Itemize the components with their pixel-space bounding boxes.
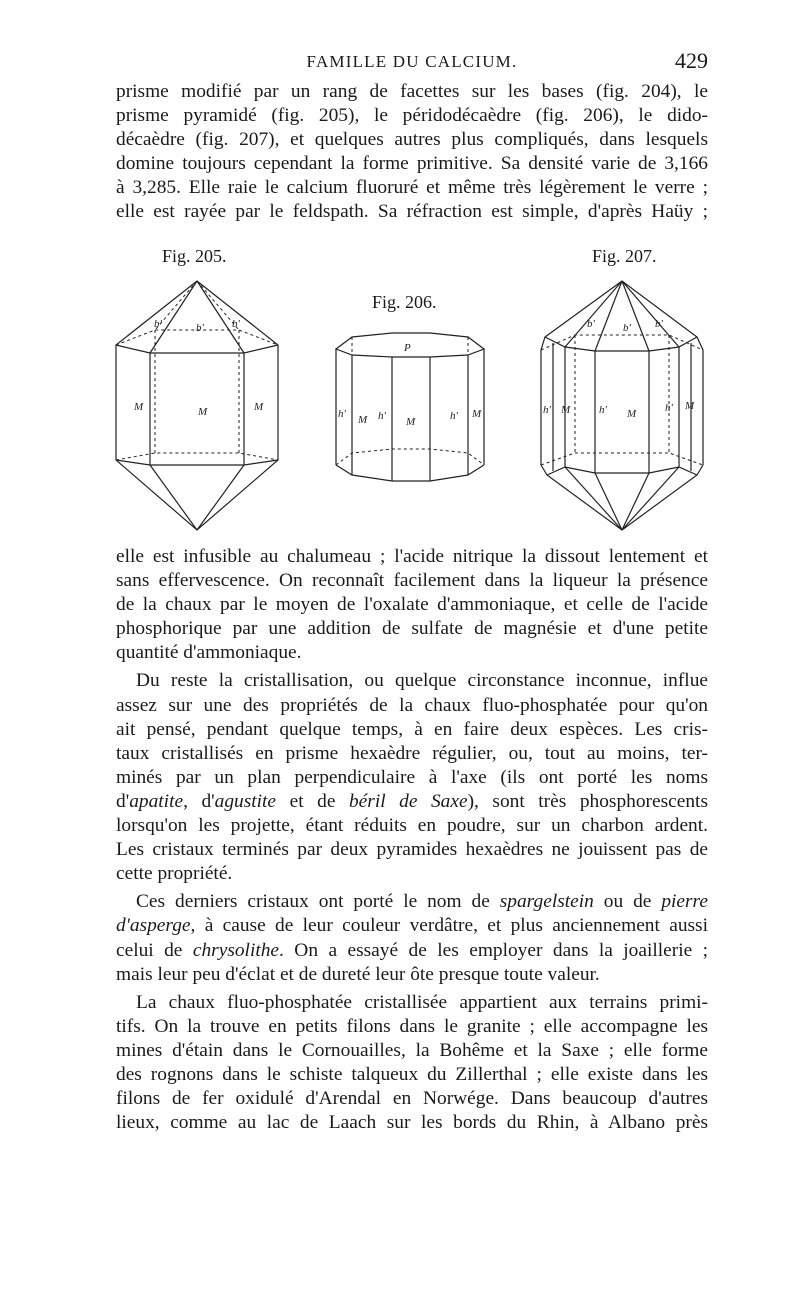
text-line: lieux, comme au lac de Laach sur les bords du Rhin, à Albano près [116,1112,708,1134]
fig-205-mark: M [134,401,144,413]
fig-207-mark: b' [655,318,663,330]
text-line: La chaux fluo-phosphatée cristallisée appartient aux terrains primi- [136,991,708,1013]
text-fragment: Ces derniers cristaux ont porté le nom de [136,891,500,913]
fig-206-mark: P [404,342,411,354]
fig-206-label: Fig. 206. [372,292,437,312]
text-line: de la chaux par le moyen de l'oxalate d'ammoniaque, et celle de l'acide [116,594,708,616]
text-line: phosphorique par une addition de sulfate de magnésie et d'une petite [116,618,708,640]
text-fragment: et de [276,790,349,812]
text-line: quantité d'ammoniaque. [116,642,302,664]
text-line: à 3,285. Elle raie le calcium fluoruré et même très légèrement le verre ; [116,177,708,199]
mineral-name: chrysolithe [192,939,280,961]
text-line: elle est infusible au chalumeau ; l'acide nitrique la dissout lentement et [116,546,708,567]
text-fragment: ), sont très phosphorescents [467,790,708,812]
text-line: Du reste la cristallisation, ou quelque circonstance inconnue, influe [136,670,708,692]
fig-205-mark: b' [196,322,204,334]
mineral-name: agustite [214,790,277,812]
top-paragraph [116,80,708,225]
text-line [116,914,708,938]
text-line: cette propriété. [116,863,233,885]
fig-205-mark: M [254,401,264,413]
text-fragment: ou de [593,891,662,913]
text-fragment: celui de [116,939,193,961]
fig-207-mark: M [627,408,637,420]
fig-207-mark: h' [665,402,673,414]
fig-207-mark: b' [587,318,595,330]
page-number: 429 [675,48,708,73]
fig-205-crystal-drawing [110,275,285,535]
text-line: mines d'étain dans le Cornouailles, la Bohême et la Saxe ; elle forme [116,1039,708,1061]
fig-207-crystal-drawing [535,275,710,535]
text-fragment: d' [116,790,130,812]
fig-207-mark: h' [543,404,551,416]
fig-205-label: Fig. 205. [162,246,227,266]
text-fragment: , à cause de leur couleur verdâtre, et plus anciennement aussi [190,915,708,937]
fig-206-mark: M [472,408,482,420]
mineral-name: béril de Saxe [348,790,468,812]
fig-206-mark: h' [338,408,346,420]
fig-207-label: Fig. 207. [592,246,657,266]
text-line: assez sur une des propriétés de la chaux fluo-phosphatée pour qu'on [116,694,708,716]
mineral-name: d'asperge [116,915,191,937]
text-line: tifs. On la trouve en petits filons dans le granite ; elle accompagne les [116,1015,708,1037]
text-line: elle est rayée par le feldspath. Sa réfraction est simple, d'après Haüy ; [116,201,708,223]
main-text [116,545,708,1135]
text-line: prisme pyramidé (fig. 205), le péridodécaèdre (fig. 206), le dido- [116,105,708,127]
text-line: minés par un plan perpendiculaire à l'axe (ils ont porté les noms [116,766,708,788]
text-line: des rognons dans le schiste talqueux du Zillerthal ; elle existe dans les [116,1063,708,1085]
text-line: prisme modifié par un rang de facettes sur les bases (fig. 204), le [116,81,708,102]
running-title: FAMILLE DU CALCIUM. [306,52,518,71]
fig-205-mark: M [198,406,208,418]
text-line: décaèdre (fig. 207), et quelques autres plus compliqués, dans lesquels [116,129,708,151]
fig-206-mark: M [358,414,368,426]
fig-206-mark: h' [450,410,458,422]
mineral-name: pierre [661,891,708,913]
fig-205-mark: b' [154,318,162,330]
text-fragment: . On a essayé de les employer dans la joaillerie ; [279,939,709,961]
text-line: Les cristaux terminés par deux pyramides hexaèdres ne jouissent pas de [116,839,708,861]
text-line [116,939,708,963]
fig-206-mark: h' [378,410,386,422]
text-line: ait pensé, pendant quelque temps, à en faire deux espèces. Les cris- [116,718,708,740]
text-line: mais leur peu d'éclat et de dureté leur ôte presque toute valeur. [116,963,600,985]
fig-207-mark: b' [623,322,631,334]
fig-205-mark: b' [232,318,240,330]
fig-207-mark: M [561,404,571,416]
text-line [116,890,708,914]
mineral-name: apatite [129,790,184,812]
fig-206-crystal-drawing [330,325,490,495]
text-line: lorsqu'on les projette, étant réduits en poudre, sur un charbon ardent. [116,815,708,837]
fig-207-mark: h' [599,404,607,416]
text-line [116,790,708,814]
text-line: domine toujours cependant la forme primitive. Sa densité varie de 3,166 [116,153,708,175]
text-line: sans effervescence. On reconnaît facilement dans la liqueur la présence [116,570,708,592]
fig-207-mark: M [685,400,695,412]
mineral-name: spargelstein [499,891,594,913]
text-line: filons de fer oxidulé d'Arendal en Norwége. Dans beaucoup d'autres [116,1088,708,1110]
text-line: taux cristallisés en prisme hexaèdre régulier, ou, tout au moins, ter- [116,742,708,764]
text-fragment: , d' [183,790,215,812]
fig-206-mark: M [406,416,416,428]
page-header [116,50,708,78]
